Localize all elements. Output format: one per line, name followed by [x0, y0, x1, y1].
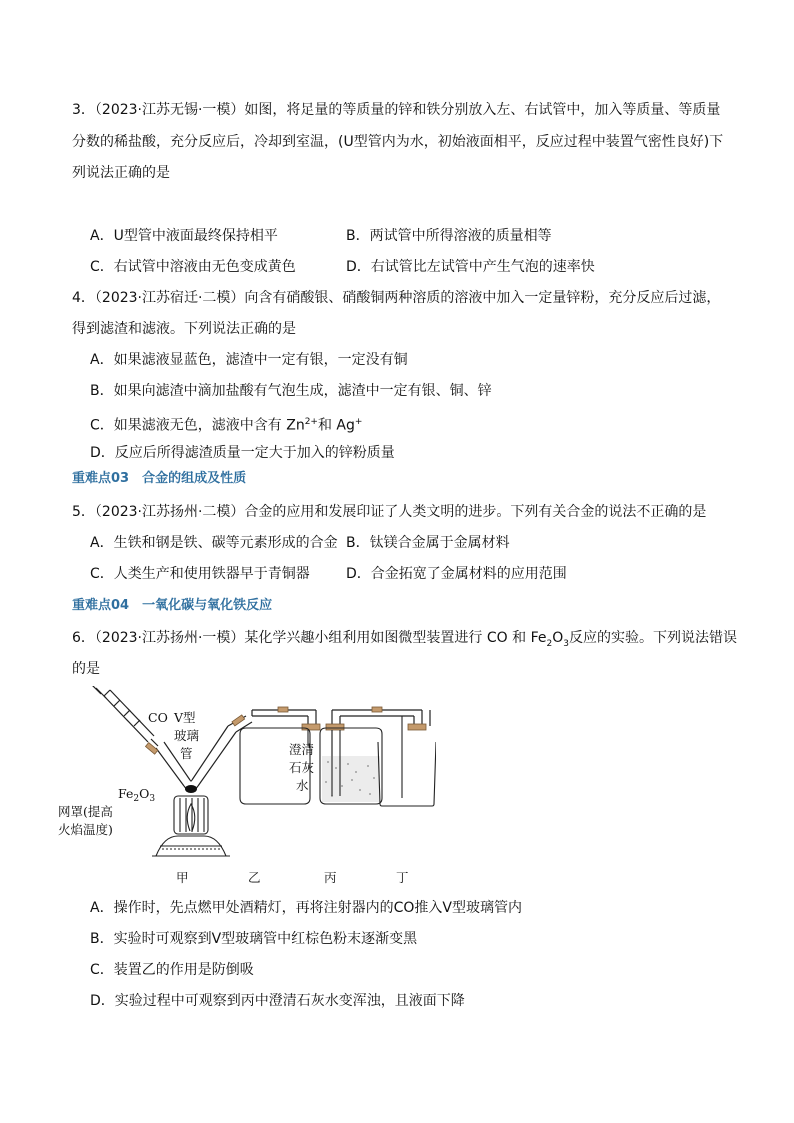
label-v2: 玻璃: [174, 728, 200, 743]
q3-stem-line1: 3．（2023·江苏无锡·一模）如图，将足量的等质量的锌和铁分别放入左、右试管中，加入等质量、等质量: [72, 102, 721, 118]
q6-option-d: D．实验过程中可观察到丙中澄清石灰水变浑浊，且液面下降: [90, 993, 465, 1009]
q6-stem-line2: 的是: [72, 661, 100, 677]
q3-stem-line3: 列说法正确的是: [72, 165, 170, 181]
label-yi: 乙: [248, 870, 261, 885]
q3-option-d: D．右试管比左试管中产生气泡的速率快: [346, 259, 595, 275]
fe2o3-powder: [185, 785, 197, 793]
label-ding: 丁: [396, 870, 409, 885]
q3-option-c: C．右试管中溶液由无色变成黄色: [90, 259, 296, 275]
label-jia: 甲: [176, 870, 189, 885]
q3-option-a: A．U型管中液面最终保持相平: [90, 228, 278, 244]
label-bing: 丙: [324, 870, 337, 885]
q4-option-a: A．如果滤液显蓝色，滤渣中一定有银，一定没有铜: [90, 352, 408, 368]
label-lime-line3: 水: [296, 778, 309, 793]
label-v1: V型: [174, 710, 196, 725]
q5-option-d: D．合金拓宽了金属材料的应用范围: [346, 566, 567, 582]
q4-option-d: D．反应后所得滤渣质量一定大于加入的锌粉质量: [90, 445, 395, 461]
q5-stem-line1: 5．（2023·江苏扬州·二模）合金的应用和发展印证了人类文明的进步。下列有关合金的说法不正确的是: [72, 504, 707, 520]
apparatus-diagram: [56, 686, 436, 886]
q4-stem-line1: 4．（2023·江苏宿迁·二模）向含有硝酸银、硝酸铜两种溶质的溶液中加入一定量锌粉，充分反应后过滤，: [72, 290, 721, 306]
section-heading-03: 重难点03 合金的组成及性质: [72, 471, 247, 486]
label-co: CO: [148, 710, 168, 725]
q6-option-b: B．实验时可观察到V型玻璃管中红棕色粉末逐渐变黑: [90, 931, 418, 947]
q3-option-b: B．两试管中所得溶液的质量相等: [346, 228, 552, 244]
q4-option-c: C．如果滤液无色，滤液中含有 $Zn^{2+}$和 Ag+: [90, 417, 363, 434]
label-v3: 管: [180, 746, 193, 761]
beaker-ding: [378, 716, 436, 806]
q4-option-b: B．如果向滤渣中滴加盐酸有气泡生成，滤渣中一定有银、铜、锌: [90, 383, 492, 399]
q5-option-c: C．人类生产和使用铁器早于青铜器: [90, 566, 310, 582]
q6-option-a: A．操作时，先点燃甲处酒精灯，再将注射器内的CO推入V型玻璃管内: [90, 900, 522, 916]
alcohol-lamp-icon: [152, 796, 230, 856]
q3-stem-line2: 分数的稀盐酸，充分反应后，冷却到室温，(U型管内为水，初始液面相平，反应过程中装置气密性良好)下: [72, 134, 724, 150]
q4-stem-line2: 得到滤渣和滤液。下列说法正确的是: [72, 321, 296, 337]
bottle-bing: [320, 728, 382, 804]
v-glass-tube: [156, 716, 252, 791]
label-lime-line1: 澄清: [289, 742, 315, 757]
label-net-line1: 网罩(提高: [58, 804, 113, 819]
label-fe2o3: $Fe_2O_3$: [118, 786, 156, 804]
q5-option-a: A．生铁和钢是铁、碳等元素形成的合金: [90, 535, 338, 551]
q6-option-c: C．装置乙的作用是防倒吸: [90, 962, 254, 978]
q6-stem-line1: 6．（2023·江苏扬州·一模）某化学兴趣小组利用如图微型装置进行 CO 和 $Fe_2O_3$反应的实验。下列说法错误: [72, 630, 737, 649]
bottle-yi: [240, 728, 332, 804]
label-net-line2: 火焰温度): [58, 822, 113, 837]
q5-option-b: B．钛镁合金属于金属材料: [346, 535, 510, 551]
label-lime-line2: 石灰: [289, 760, 315, 775]
section-heading-04: 重难点04 一氧化碳与氧化铁反应: [72, 598, 273, 613]
